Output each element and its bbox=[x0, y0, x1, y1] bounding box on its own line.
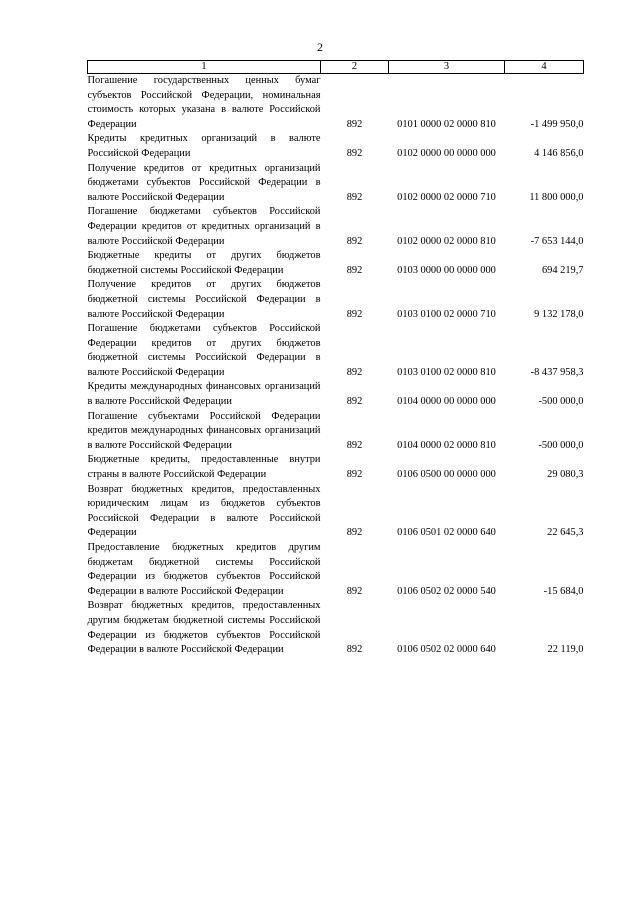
table-row bbox=[88, 322, 584, 380]
table-row bbox=[88, 380, 584, 409]
table-row bbox=[88, 541, 584, 599]
row-admin-code-cell: 892 bbox=[346, 366, 363, 378]
row-name-cell: Бюджетные кредиты от других бюджетов бюджетной системы Российской Федерации bbox=[87, 250, 321, 276]
row-name-cell: Возврат бюджетных кредитов, предоставленных юридическим лицам из бюджетов субъектов Российской Федерации в валюте Российской Федерации bbox=[87, 483, 321, 539]
row-classification-code-cell: 0106 0500 00 0000 000 bbox=[397, 469, 496, 481]
table-row bbox=[88, 483, 584, 541]
row-classification-code-cell: 0103 0000 00 0000 000 bbox=[397, 264, 496, 276]
column-header-1: 1 bbox=[88, 61, 321, 74]
row-classification-code-cell: 0102 0000 00 0000 000 bbox=[397, 147, 496, 159]
row-admin-code-cell: 892 bbox=[346, 396, 363, 408]
row-amount-cell: 4 146 856,0 bbox=[534, 147, 584, 159]
table-row bbox=[88, 453, 584, 482]
row-name-cell: Кредиты кредитных организаций в валюте Российской Федерации bbox=[87, 133, 321, 159]
row-classification-code-cell: 0106 0502 02 0000 640 bbox=[397, 644, 496, 656]
row-name-cell: Бюджетные кредиты, предоставленные внутри страны в валюте Российской Федерации bbox=[87, 454, 321, 481]
row-amount-cell: 11 800 000,0 bbox=[529, 191, 584, 203]
table-row bbox=[88, 278, 584, 322]
row-admin-code-cell: 892 bbox=[346, 235, 363, 247]
row-amount-cell: -500 000,0 bbox=[538, 396, 584, 408]
table-row bbox=[88, 205, 584, 249]
row-amount-cell: 22 645,3 bbox=[547, 527, 584, 539]
row-amount-cell: -7 653 144,0 bbox=[530, 235, 584, 247]
row-classification-code-cell: 0102 0000 02 0000 810 bbox=[397, 235, 496, 247]
row-name-cell: Возврат бюджетных кредитов, предоставленных другим бюджетам бюджетной системы Российской Федерации из бюджетов субъектов Российской Федерации в валюте Российской Федерации bbox=[87, 600, 321, 656]
row-admin-code-cell: 892 bbox=[346, 439, 363, 451]
row-name-cell: Кредиты международных финансовых организаций в валюте Российской Федерации bbox=[87, 381, 321, 408]
row-classification-code-cell: 0104 0000 00 0000 000 bbox=[397, 396, 496, 408]
row-admin-code-cell: 892 bbox=[346, 264, 363, 276]
table-row bbox=[88, 410, 584, 454]
row-amount-cell: -1 499 950,0 bbox=[530, 118, 584, 130]
row-admin-code-cell: 892 bbox=[346, 191, 363, 203]
row-amount-cell: 22 119,0 bbox=[547, 644, 584, 656]
column-number-row bbox=[88, 61, 584, 74]
row-admin-code-cell: 892 bbox=[346, 527, 363, 539]
row-admin-code-cell: 892 bbox=[346, 308, 363, 320]
row-amount-cell: 694 219,7 bbox=[541, 264, 584, 276]
column-header-4: 4 bbox=[505, 61, 584, 74]
row-classification-code-cell: 0102 0000 02 0000 710 bbox=[397, 191, 496, 203]
row-classification-code-cell: 0103 0100 02 0000 710 bbox=[397, 308, 496, 320]
table-row bbox=[88, 599, 584, 657]
page-number: 2 bbox=[317, 40, 323, 54]
row-name-cell: Погашение государственных ценных бумаг субъектов Российской Федерации, номинальная стоимость которых указана в валюте Российской Федерации bbox=[87, 75, 321, 130]
row-admin-code-cell: 892 bbox=[346, 147, 363, 159]
row-amount-cell: 9 132 178,0 bbox=[534, 308, 584, 320]
row-admin-code-cell: 892 bbox=[346, 469, 363, 481]
row-amount-cell: 29 080,3 bbox=[547, 469, 584, 481]
row-classification-code-cell: 0104 0000 02 0000 810 bbox=[397, 439, 496, 451]
row-amount-cell: -500 000,0 bbox=[538, 439, 584, 451]
budget-sources-table bbox=[87, 60, 584, 658]
row-amount-cell: -15 684,0 bbox=[543, 585, 584, 597]
row-name-cell: Погашение бюджетами субъектов Российской Федерации кредитов от кредитных организаций в валюте Российской Федерации bbox=[87, 206, 321, 247]
row-name-cell: Погашение бюджетами субъектов Российской Федерации кредитов от других бюджетов бюджетной системы Российской Федерации в валюте Российской Федерации bbox=[87, 323, 321, 378]
row-classification-code-cell: 0101 0000 02 0000 810 bbox=[397, 118, 496, 130]
row-classification-code-cell: 0106 0502 02 0000 540 bbox=[397, 585, 496, 597]
row-name-cell: Получение кредитов от других бюджетов бюджетной системы Российской Федерации в валюте Российской Федерации bbox=[87, 279, 321, 320]
row-name-cell: Погашение субъектами Российской Федерации кредитов международных финансовых организаций в валюте Российской Федерации bbox=[87, 410, 321, 451]
table-row bbox=[88, 162, 584, 206]
row-admin-code-cell: 892 bbox=[346, 644, 363, 656]
row-amount-cell: -8 437 958,3 bbox=[530, 366, 584, 378]
column-header-2: 2 bbox=[321, 61, 389, 74]
column-header-3: 3 bbox=[389, 61, 505, 74]
row-admin-code-cell: 892 bbox=[346, 118, 363, 130]
table-row bbox=[88, 132, 584, 161]
table-row bbox=[88, 74, 584, 133]
row-classification-code-cell: 0103 0100 02 0000 810 bbox=[397, 366, 496, 378]
row-classification-code-cell: 0106 0501 02 0000 640 bbox=[397, 527, 496, 539]
table-row bbox=[88, 249, 584, 278]
row-admin-code-cell: 892 bbox=[346, 585, 363, 597]
row-name-cell: Предоставление бюджетных кредитов другим бюджетам бюджетной системы Российской Федерации из бюджетов субъектов Российской Федерации в валюте Российской Федерации bbox=[87, 542, 321, 597]
row-name-cell: Получение кредитов от кредитных организаций бюджетами субъектов Российской Федерации в валюте Российской Федерации bbox=[87, 162, 321, 203]
